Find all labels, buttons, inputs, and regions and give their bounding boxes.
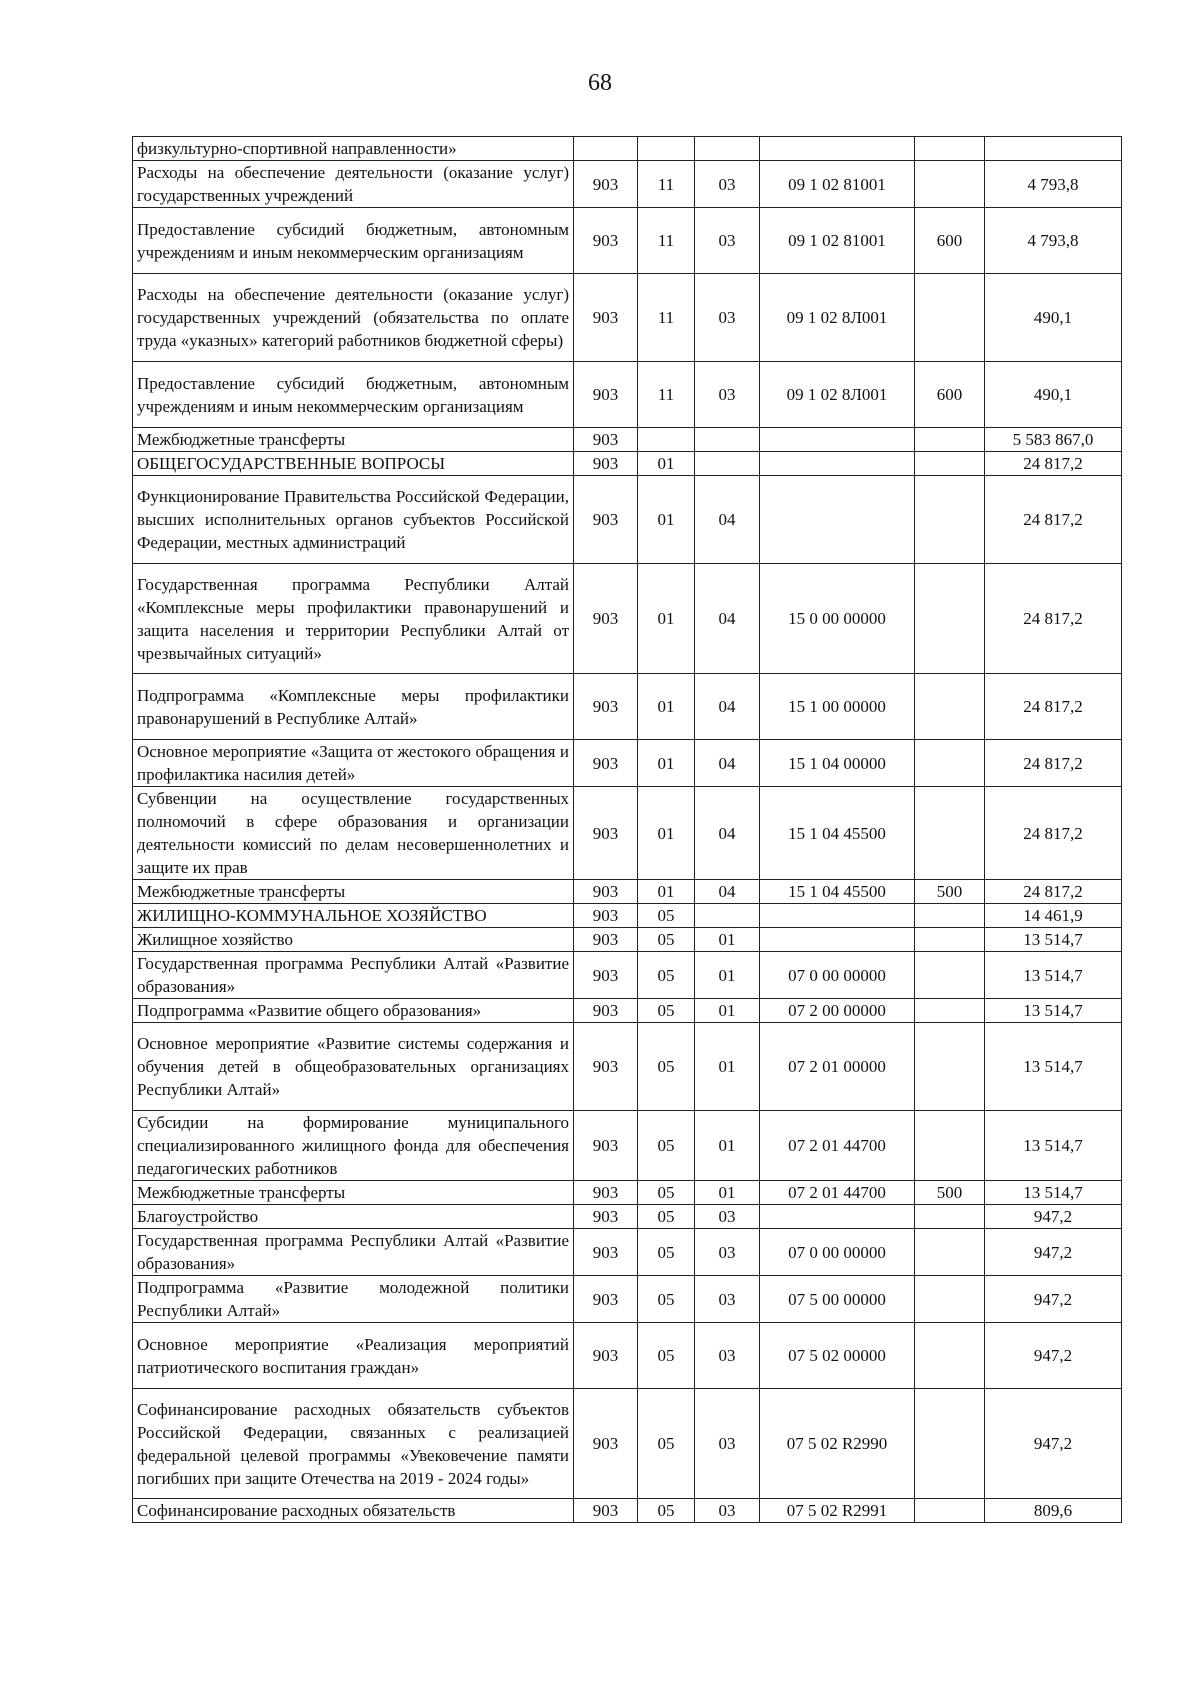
table-row [133, 674, 1122, 740]
amount-cell: 24 817,2 [985, 787, 1122, 880]
table-row [133, 904, 1122, 928]
ministry-code-cell: 903 [574, 564, 638, 674]
table-row [133, 1023, 1122, 1111]
subsection-code-cell: 01 [695, 1181, 760, 1205]
expense-type-code-cell: 500 [915, 1181, 985, 1205]
amount-cell: 4 793,8 [985, 161, 1122, 208]
expense-type-code-cell: 600 [915, 362, 985, 428]
ministry-code-cell: 903 [574, 1181, 638, 1205]
subsection-code-cell [695, 904, 760, 928]
ministry-code-cell: 903 [574, 161, 638, 208]
table-row [133, 476, 1122, 564]
subsection-code-cell: 03 [695, 208, 760, 274]
amount-cell: 24 817,2 [985, 476, 1122, 564]
expense-name-cell: Межбюджетные трансферты [133, 428, 574, 452]
ministry-code-cell: 903 [574, 787, 638, 880]
expense-type-code-cell [915, 476, 985, 564]
ministry-code-cell: 903 [574, 1205, 638, 1229]
subsection-code-cell: 03 [695, 1276, 760, 1323]
expense-name-cell: Благоустройство [133, 1205, 574, 1229]
amount-cell: 24 817,2 [985, 452, 1122, 476]
expense-name-cell: Субвенции на осуществление государственных полномочий в сфере образования и организации деятельности комиссий по делам несовершеннолетних и защите их прав [133, 787, 574, 880]
expense-type-code-cell [915, 904, 985, 928]
target-article-code-cell: 07 0 00 00000 [760, 1229, 915, 1276]
section-code-cell: 05 [638, 1389, 695, 1499]
target-article-code-cell: 15 1 04 45500 [760, 787, 915, 880]
amount-cell: 13 514,7 [985, 999, 1122, 1023]
target-article-code-cell: 07 2 01 44700 [760, 1181, 915, 1205]
expense-type-code-cell: 500 [915, 880, 985, 904]
ministry-code-cell: 903 [574, 1276, 638, 1323]
section-code-cell: 01 [638, 674, 695, 740]
ministry-code-cell: 903 [574, 1499, 638, 1523]
subsection-code-cell: 01 [695, 928, 760, 952]
table-row [133, 452, 1122, 476]
expense-name-cell: Межбюджетные трансферты [133, 880, 574, 904]
table-row [133, 208, 1122, 274]
subsection-code-cell [695, 428, 760, 452]
amount-cell: 5 583 867,0 [985, 428, 1122, 452]
section-code-cell: 01 [638, 476, 695, 564]
target-article-code-cell: 15 1 04 45500 [760, 880, 915, 904]
section-code-cell: 05 [638, 928, 695, 952]
amount-cell: 13 514,7 [985, 952, 1122, 999]
section-code-cell: 05 [638, 904, 695, 928]
target-article-code-cell: 07 2 01 00000 [760, 1023, 915, 1111]
expense-name-cell: Функционирование Правительства Российской Федерации, высших исполнительных органов субъектов Российской Федерации, местных администраций [133, 476, 574, 564]
subsection-code-cell: 03 [695, 1499, 760, 1523]
target-article-code-cell: 15 0 00 00000 [760, 564, 915, 674]
table-row [133, 999, 1122, 1023]
subsection-code-cell: 04 [695, 476, 760, 564]
expense-name-cell: Государственная программа Республики Алтай «Комплексные меры профилактики правонарушений и защита населения и территории Республики Алтай от чрезвычайных ситуаций» [133, 564, 574, 674]
section-code-cell: 01 [638, 880, 695, 904]
target-article-code-cell: 09 1 02 8Л001 [760, 274, 915, 362]
expense-type-code-cell: 600 [915, 208, 985, 274]
ministry-code-cell: 903 [574, 274, 638, 362]
amount-cell: 947,2 [985, 1229, 1122, 1276]
section-code-cell: 11 [638, 362, 695, 428]
table-row [133, 1111, 1122, 1181]
ministry-code-cell: 903 [574, 1229, 638, 1276]
amount-cell: 947,2 [985, 1205, 1122, 1229]
target-article-code-cell: 15 1 04 00000 [760, 740, 915, 787]
section-code-cell: 05 [638, 1229, 695, 1276]
expense-name-cell: ЖИЛИЩНО-КОММУНАЛЬНОЕ ХОЗЯЙСТВО [133, 904, 574, 928]
subsection-code-cell: 04 [695, 740, 760, 787]
expense-type-code-cell [915, 1499, 985, 1523]
expense-type-code-cell [915, 564, 985, 674]
section-code-cell: 05 [638, 1023, 695, 1111]
ministry-code-cell: 903 [574, 952, 638, 999]
table-row [133, 137, 1122, 161]
ministry-code-cell: 903 [574, 904, 638, 928]
expense-name-cell: Софинансирование расходных обязательств [133, 1499, 574, 1523]
table-body [133, 137, 1122, 1523]
section-code-cell [638, 428, 695, 452]
table-row [133, 428, 1122, 452]
expense-name-cell: Субсидии на формирование муниципального специализированного жилищного фонда для обеспечения педагогических работников [133, 1111, 574, 1181]
ministry-code-cell: 903 [574, 674, 638, 740]
expense-type-code-cell [915, 1229, 985, 1276]
amount-cell: 947,2 [985, 1389, 1122, 1499]
section-code-cell: 05 [638, 1111, 695, 1181]
target-article-code-cell [760, 476, 915, 564]
section-code-cell: 01 [638, 452, 695, 476]
amount-cell: 4 793,8 [985, 208, 1122, 274]
target-article-code-cell: 07 5 02 00000 [760, 1323, 915, 1389]
subsection-code-cell: 03 [695, 274, 760, 362]
ministry-code-cell: 903 [574, 1389, 638, 1499]
ministry-code-cell: 903 [574, 1111, 638, 1181]
table-row [133, 740, 1122, 787]
expense-name-cell: Государственная программа Республики Алтай «Развитие образования» [133, 1229, 574, 1276]
ministry-code-cell: 903 [574, 880, 638, 904]
section-code-cell: 11 [638, 161, 695, 208]
expense-type-code-cell [915, 452, 985, 476]
ministry-code-cell: 903 [574, 999, 638, 1023]
expense-name-cell: Расходы на обеспечение деятельности (оказание услуг) государственных учреждений (обязательства по оплате труда «указных» категорий работников бюджетной сферы) [133, 274, 574, 362]
subsection-code-cell: 03 [695, 1389, 760, 1499]
expense-name-cell: Государственная программа Республики Алтай «Развитие образования» [133, 952, 574, 999]
amount-cell: 947,2 [985, 1323, 1122, 1389]
expense-type-code-cell [915, 1205, 985, 1229]
expense-name-cell: ОБЩЕГОСУДАРСТВЕННЫЕ ВОПРОСЫ [133, 452, 574, 476]
ministry-code-cell: 903 [574, 928, 638, 952]
section-code-cell: 01 [638, 787, 695, 880]
target-article-code-cell: 07 5 02 R2991 [760, 1499, 915, 1523]
subsection-code-cell: 01 [695, 1111, 760, 1181]
expense-type-code-cell [915, 1323, 985, 1389]
amount-cell: 809,6 [985, 1499, 1122, 1523]
expense-type-code-cell [915, 161, 985, 208]
subsection-code-cell [695, 137, 760, 161]
expense-type-code-cell [915, 952, 985, 999]
expense-name-cell: Жилищное хозяйство [133, 928, 574, 952]
table-row [133, 928, 1122, 952]
table-row [133, 274, 1122, 362]
amount-cell: 490,1 [985, 274, 1122, 362]
table-row [133, 880, 1122, 904]
section-code-cell: 05 [638, 999, 695, 1023]
section-code-cell: 05 [638, 1276, 695, 1323]
expense-type-code-cell [915, 1389, 985, 1499]
amount-cell: 13 514,7 [985, 1181, 1122, 1205]
amount-cell: 13 514,7 [985, 1023, 1122, 1111]
target-article-code-cell [760, 428, 915, 452]
expense-name-cell: Софинансирование расходных обязательств субъектов Российской Федерации, связанных с реализацией федеральной целевой программы «Увековечение памяти погибших при защите Отечества на 2019 - 2024 годы» [133, 1389, 574, 1499]
amount-cell: 24 817,2 [985, 880, 1122, 904]
subsection-code-cell [695, 452, 760, 476]
expense-type-code-cell [915, 274, 985, 362]
subsection-code-cell: 01 [695, 999, 760, 1023]
target-article-code-cell: 07 5 00 00000 [760, 1276, 915, 1323]
section-code-cell: 05 [638, 1499, 695, 1523]
subsection-code-cell: 04 [695, 564, 760, 674]
expense-type-code-cell [915, 999, 985, 1023]
ministry-code-cell: 903 [574, 208, 638, 274]
expense-type-code-cell [915, 740, 985, 787]
subsection-code-cell: 01 [695, 952, 760, 999]
table-row [133, 1181, 1122, 1205]
amount-cell: 24 817,2 [985, 564, 1122, 674]
section-code-cell: 01 [638, 740, 695, 787]
table-row [133, 1205, 1122, 1229]
target-article-code-cell: 07 0 00 00000 [760, 952, 915, 999]
subsection-code-cell: 01 [695, 1023, 760, 1111]
expense-name-cell: Подпрограмма «Комплексные меры профилактики правонарушений в Республике Алтай» [133, 674, 574, 740]
table-row [133, 161, 1122, 208]
amount-cell: 13 514,7 [985, 928, 1122, 952]
amount-cell [985, 137, 1122, 161]
target-article-code-cell: 09 1 02 81001 [760, 208, 915, 274]
section-code-cell: 11 [638, 274, 695, 362]
target-article-code-cell [760, 904, 915, 928]
target-article-code-cell: 15 1 00 00000 [760, 674, 915, 740]
table-row [133, 1499, 1122, 1523]
ministry-code-cell: 903 [574, 428, 638, 452]
target-article-code-cell: 07 2 00 00000 [760, 999, 915, 1023]
expense-type-code-cell [915, 137, 985, 161]
table-row [133, 952, 1122, 999]
expense-name-cell: Расходы на обеспечение деятельности (оказание услуг) государственных учреждений [133, 161, 574, 208]
ministry-code-cell: 903 [574, 740, 638, 787]
section-code-cell: 05 [638, 1181, 695, 1205]
amount-cell: 24 817,2 [985, 740, 1122, 787]
ministry-code-cell: 903 [574, 1323, 638, 1389]
section-code-cell [638, 137, 695, 161]
expense-name-cell: Основное мероприятие «Реализация мероприятий патриотического воспитания граждан» [133, 1323, 574, 1389]
table-row [133, 1389, 1122, 1499]
subsection-code-cell: 03 [695, 1229, 760, 1276]
target-article-code-cell [760, 1205, 915, 1229]
section-code-cell: 05 [638, 1205, 695, 1229]
ministry-code-cell: 903 [574, 362, 638, 428]
amount-cell: 947,2 [985, 1276, 1122, 1323]
ministry-code-cell [574, 137, 638, 161]
section-code-cell: 05 [638, 952, 695, 999]
table-row [133, 1229, 1122, 1276]
ministry-code-cell: 903 [574, 1023, 638, 1111]
target-article-code-cell [760, 928, 915, 952]
expense-type-code-cell [915, 1111, 985, 1181]
expense-name-cell: физкультурно-спортивной направленности» [133, 137, 574, 161]
expense-type-code-cell [915, 674, 985, 740]
table-row [133, 787, 1122, 880]
target-article-code-cell [760, 452, 915, 476]
amount-cell: 14 461,9 [985, 904, 1122, 928]
expense-name-cell: Основное мероприятие «Развитие системы содержания и обучения детей в общеобразовательных организациях Республики Алтай» [133, 1023, 574, 1111]
amount-cell: 24 817,2 [985, 674, 1122, 740]
expense-name-cell: Основное мероприятие «Защита от жестокого обращения и профилактика насилия детей» [133, 740, 574, 787]
subsection-code-cell: 04 [695, 674, 760, 740]
table-row [133, 1323, 1122, 1389]
page-number: 68 [588, 70, 612, 96]
subsection-code-cell: 04 [695, 787, 760, 880]
subsection-code-cell: 04 [695, 880, 760, 904]
expense-name-cell: Подпрограмма «Развитие общего образования» [133, 999, 574, 1023]
section-code-cell: 11 [638, 208, 695, 274]
table-row [133, 1276, 1122, 1323]
table-row [133, 564, 1122, 674]
subsection-code-cell: 03 [695, 161, 760, 208]
target-article-code-cell: 07 5 02 R2990 [760, 1389, 915, 1499]
target-article-code-cell [760, 137, 915, 161]
amount-cell: 13 514,7 [985, 1111, 1122, 1181]
ministry-code-cell: 903 [574, 476, 638, 564]
subsection-code-cell: 03 [695, 1323, 760, 1389]
ministry-code-cell: 903 [574, 452, 638, 476]
expense-name-cell: Подпрограмма «Развитие молодежной политики Республики Алтай» [133, 1276, 574, 1323]
expense-type-code-cell [915, 928, 985, 952]
expense-name-cell: Предоставление субсидий бюджетным, автономным учреждениям и иным некоммерческим организациям [133, 362, 574, 428]
target-article-code-cell: 07 2 01 44700 [760, 1111, 915, 1181]
expense-name-cell: Предоставление субсидий бюджетным, автономным учреждениям и иным некоммерческим организациям [133, 208, 574, 274]
target-article-code-cell: 09 1 02 8Л001 [760, 362, 915, 428]
section-code-cell: 05 [638, 1323, 695, 1389]
expense-type-code-cell [915, 428, 985, 452]
expense-name-cell: Межбюджетные трансферты [133, 1181, 574, 1205]
subsection-code-cell: 03 [695, 1205, 760, 1229]
section-code-cell: 01 [638, 564, 695, 674]
table-row [133, 362, 1122, 428]
amount-cell: 490,1 [985, 362, 1122, 428]
target-article-code-cell: 09 1 02 81001 [760, 161, 915, 208]
subsection-code-cell: 03 [695, 362, 760, 428]
budget-table [132, 136, 1122, 1523]
expense-type-code-cell [915, 1276, 985, 1323]
expense-type-code-cell [915, 787, 985, 880]
expense-type-code-cell [915, 1023, 985, 1111]
